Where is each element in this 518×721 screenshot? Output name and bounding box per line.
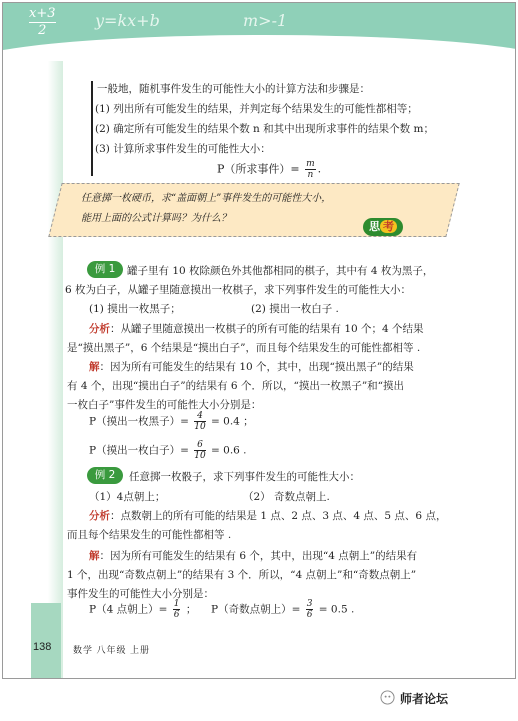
- calc-1-fraction: [194, 411, 205, 432]
- calc-4-right: = 0.5 .: [318, 603, 355, 616]
- book-title: 数学 八年级 上册: [73, 645, 151, 655]
- example-2-calc-1: [89, 599, 196, 620]
- example-2-solution-label: 解: [89, 550, 100, 562]
- example-2-analysis-1: [89, 508, 446, 523]
- method-intro: 一般地，随机事件发生的可能性大小的计算方法和步骤是：: [97, 83, 370, 95]
- calc-3-right: ；: [185, 603, 197, 616]
- calc-4-den: 6: [306, 610, 313, 620]
- example-1-calc-1: [89, 411, 254, 432]
- example-1-badge: 例 1: [87, 261, 123, 278]
- example-1-question-2: (2) 摸出一枚白子 .: [251, 303, 339, 315]
- wechat-logo-icon: [380, 690, 395, 705]
- page-number: 138: [33, 641, 52, 653]
- example-2-solution-1: [89, 548, 417, 563]
- method-step-3: (3) 计算所求事件发生的可能性大小：: [95, 143, 271, 155]
- calc-3-num: 1: [173, 599, 180, 609]
- formula-fraction: [305, 159, 316, 180]
- method-step-2: (2) 确定所有可能发生的结果个数 n 和其中出现所求事件的结果个数 m；: [95, 123, 434, 135]
- header-fraction: [29, 7, 56, 38]
- watermark-text: 师者论坛: [400, 692, 449, 706]
- example-1-analysis-label: 分析: [89, 323, 110, 335]
- think-line-1: 任意掷一枚硬币，求“盖面朝上”事件发生的可能性大小，: [81, 193, 332, 204]
- example-1-analysis-2: 是“摸出黑子”，6 个结果是“摸出白子”，而且每个结果发生的可能性都相等 .: [67, 342, 421, 354]
- calc-4-fraction: [306, 599, 314, 620]
- header-equation-1: y=kx+b: [95, 11, 160, 30]
- example-1-solution-label: 解: [89, 361, 100, 373]
- example-1-question-1: (1) 摸出一枚黑子；: [89, 303, 181, 315]
- example-2-solution-2: 1 个，出现“奇数点朝上”的结果有 3 个．所以，“4 点朝上”和“奇数点朝上”: [67, 569, 417, 581]
- example-2-analysis-2: 而且每个结果发生的可能性都相等 .: [67, 529, 232, 541]
- calc-1-right: = 0.4 ；: [211, 415, 254, 428]
- method-step-1: (1) 列出所有可能发生的结果，并判定每个结果发生的可能性都相等；: [95, 103, 418, 115]
- example-2-analysis-text: ：点数朝上的所有可能的结果是 1 点、2 点、3 点、4 点、5 点、6 点，: [110, 510, 447, 522]
- example-1-analysis-text: ：从罐子里随意摸出一枚棋子的所有可能的结果有 10 个；4 个结果: [110, 323, 424, 335]
- calc-3-left: P（4 点朝上）=: [89, 603, 168, 616]
- formula-left: P（所求事件）=: [217, 162, 300, 176]
- example-2-question-1: （1）4点朝上；: [89, 491, 166, 503]
- calc-2-num: 6: [194, 440, 205, 451]
- calc-1-num: 4: [194, 411, 205, 422]
- calc-1-left: P（摸出一枚黑子）=: [89, 415, 189, 428]
- example-1-solution-3: 一枚白子”事件发生的可能性大小分别是：: [67, 399, 262, 411]
- header-frac-den: 2: [38, 23, 47, 38]
- formula-num: m: [306, 159, 315, 169]
- method-box-rule: [91, 81, 93, 176]
- example-1-solution-2: 有 4 个，出现“摸出白子”的结果有 6 个．所以，“摸出一枚黑子”和“摸出: [67, 380, 405, 392]
- header-frac-num: x+3: [29, 6, 56, 21]
- think-badge: [363, 218, 403, 236]
- calc-2-right: = 0.6 .: [211, 444, 247, 457]
- example-2-solution-text: ：因为所有可能发生的结果有 6 个，其中，出现“4 点朝上”的结果有: [99, 550, 418, 562]
- example-1-analysis-1: [89, 321, 424, 336]
- page-spine: [29, 61, 63, 678]
- think-badge-char-2: 考: [380, 220, 397, 233]
- example-1-solution-1: [89, 359, 414, 374]
- formula-den: n: [307, 170, 314, 180]
- think-badge-char-1: 思: [369, 220, 380, 233]
- example-2-badge: 例 2: [87, 467, 123, 484]
- calc-1-den: 10: [194, 422, 206, 432]
- example-1-line-2: 6 枚为白子，从罐子里随意摸出一枚棋子，求下列事件发生的可能性大小：: [65, 284, 412, 296]
- example-1-line-1: 罐子里有 10 枚除颜色外其他都相同的棋子，其中有 4 枚为黑子，: [127, 265, 434, 277]
- calc-4-num: 3: [306, 599, 313, 609]
- example-2-question-2: （2） 奇数点朝上.: [243, 491, 330, 503]
- example-1-solution-text: ：因为所有可能发生的结果有 10 个，其中，出现“摸出黑子”的结果: [99, 361, 414, 373]
- calc-2-left: P（摸出一枚白子）=: [89, 444, 189, 457]
- calc-2-fraction: [194, 440, 205, 461]
- calc-3-den: 6: [173, 610, 180, 620]
- think-line-2: 能用上面的公式计算吗？为什么？: [81, 213, 231, 224]
- textbook-page: [2, 2, 516, 679]
- calc-3-fraction: [173, 599, 181, 620]
- example-2-solution-3: 事件发生的可能性大小分别是：: [67, 588, 214, 600]
- calc-2-den: 10: [194, 451, 206, 461]
- method-formula: P（所求事件）= $\frac{m}{n}$ .: [217, 159, 322, 180]
- example-2-calc-2: [211, 599, 354, 620]
- calc-4-left: P（奇数点朝上）=: [211, 603, 301, 616]
- example-1-calc-2: [89, 440, 247, 461]
- example-2-analysis-label: 分析: [89, 510, 110, 522]
- header-equation-2: m>-1: [243, 11, 288, 30]
- example-2-line-1: 任意掷一枚骰子，求下列事件发生的可能性大小：: [129, 471, 360, 483]
